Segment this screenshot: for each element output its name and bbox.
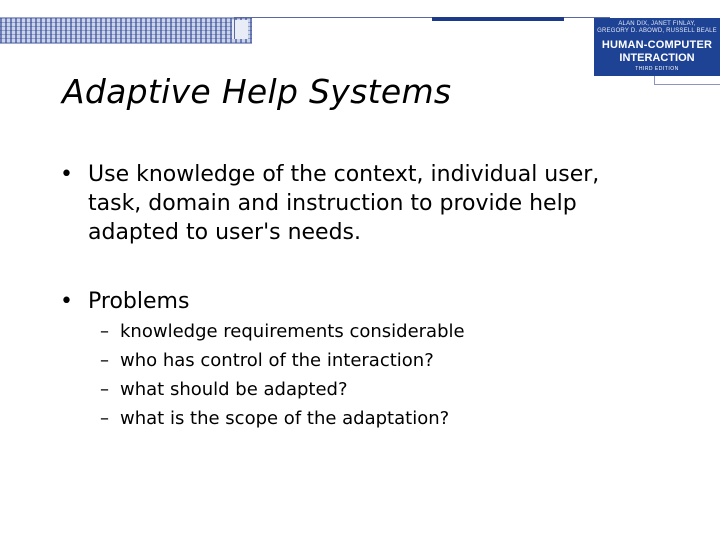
bullet-text-line: Use knowledge of the context, individual user,	[88, 162, 600, 187]
sub-item-text: who has control of the interaction?	[120, 350, 434, 371]
sub-marker: –	[100, 321, 109, 342]
book-title-line1: HUMAN-COMPUTER	[601, 39, 713, 51]
sub-list-item	[100, 322, 465, 342]
bullet-text-line: Problems	[88, 289, 190, 314]
book-cover-logo	[594, 18, 720, 76]
book-edition: THIRD EDITION	[635, 66, 679, 72]
slide-title: Adaptive Help Systems	[62, 72, 452, 111]
sub-list-item	[100, 351, 434, 371]
sub-item-text: what should be adapted?	[120, 379, 348, 400]
header-divider	[234, 17, 235, 39]
bullet-marker: •	[60, 162, 73, 187]
sub-list-item	[100, 380, 348, 400]
sub-list-item	[100, 409, 449, 429]
book-authors: ALAN DIX, JANET FINLAY, GREGORY D. ABOWD, RUSSELL BEALE	[597, 21, 717, 34]
sub-item-text: knowledge requirements considerable	[120, 321, 465, 342]
book-cover-frame	[654, 76, 720, 85]
bullet-text-line: adapted to user's needs.	[88, 220, 362, 245]
header-pattern-strip	[0, 17, 252, 44]
sub-marker: –	[100, 379, 109, 400]
sub-item-text: what is the scope of the adaptation?	[120, 408, 450, 429]
bullet-marker: •	[60, 289, 73, 314]
header-accent-tab	[432, 17, 564, 21]
sub-marker: –	[100, 350, 109, 371]
sub-marker: –	[100, 408, 109, 429]
book-title-line2: INTERACTION	[619, 52, 695, 64]
bullet-text-line: task, domain and instruction to provide help	[88, 191, 577, 216]
